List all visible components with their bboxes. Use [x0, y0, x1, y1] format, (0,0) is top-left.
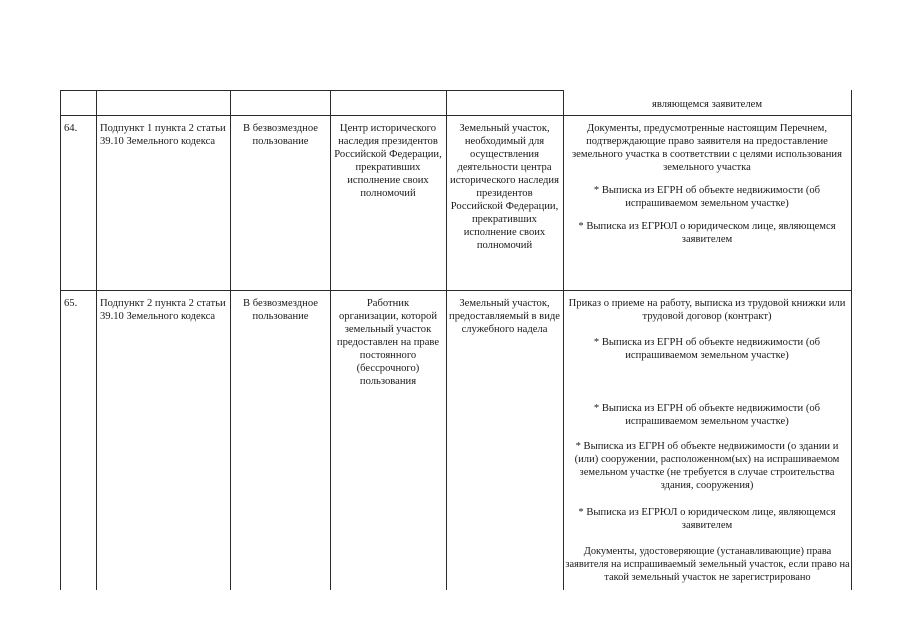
row-65-document-egrn-land-2: * Выписка из ЕГРН об объекте недвижимости (об испрашиваемом земельном участке) — [593, 403, 821, 427]
column-divider — [330, 90, 331, 590]
row-64-right-type: В безвозмездное пользование — [243, 123, 318, 147]
row-65-document-egrn-land: * Выписка из ЕГРН об объекте недвижимости (об испрашиваемом земельном участке) — [593, 337, 821, 361]
row-65-basis: Подпункт 2 пункта 2 статьи 39.10 Земельного кодекса — [100, 298, 226, 322]
column-divider — [230, 90, 231, 590]
row-64-number: 64. — [64, 123, 78, 134]
row-64-plot: Земельный участок, необходимый для осуществления деятельности центра исторического наследия президентов Российской Федерации, прекративших исполнение своих полномочий — [450, 123, 559, 251]
row-65-document-order: Приказ о приеме на работу, выписка из трудовой книжки или трудовой договор (контракт) — [568, 298, 846, 322]
row-divider — [60, 290, 852, 291]
carryover-text: являющемся заявителем — [651, 99, 763, 110]
row-65-plot: Земельный участок, предоставляемый в виде служебного надела — [449, 298, 560, 335]
row-65-applicant: Работник организации, которой земельный участок предоставлен на праве постоянного (бессрочного) пользования — [336, 298, 440, 387]
row-65-document-rights: Документы, удостоверяющие (устанавливающие) права заявителя на испрашиваемый земельный участок, если право на такой земельный участок не зарегистрировано — [565, 546, 850, 583]
row-64-basis: Подпункт 1 пункта 2 статьи 39.10 Земельного кодекса — [100, 123, 226, 147]
column-divider — [96, 90, 97, 590]
column-divider — [851, 90, 852, 590]
row-65-document-egrn-building: * Выписка из ЕГРН об объекте недвижимости (о здании и (или) сооружении, расположенном(ых) на испрашиваемом земельном участке (не требуется в случае строительства здания, сооружения) — [574, 441, 840, 491]
column-divider — [563, 90, 564, 590]
document-item: Документы, предусмотренные настоящим Перечнем, подтверждающие право заявителя на предоставление земельного участка в соответствии с целями использования земельного участка — [572, 123, 842, 173]
column-divider — [446, 90, 447, 590]
table-top-border — [60, 90, 563, 91]
row-64-applicant: Центр исторического наследия президентов Российской Федерации, прекративших исполнение своих полномочий — [334, 123, 442, 199]
document-item: * Выписка из ЕГРЮЛ о юридическом лице, являющемся заявителем — [578, 221, 836, 245]
document-item: * Выписка из ЕГРН об объекте недвижимости (об испрашиваемом земельном участке) — [593, 185, 821, 209]
row-64-documents — [566, 122, 848, 246]
row-65-right-type: В безвозмездное пользование — [243, 298, 318, 322]
row-65-document-egrul: * Выписка из ЕГРЮЛ о юридическом лице, являющемся заявителем — [578, 507, 836, 531]
row-divider — [60, 115, 852, 116]
column-divider — [60, 90, 61, 590]
row-65-number: 65. — [64, 298, 78, 309]
